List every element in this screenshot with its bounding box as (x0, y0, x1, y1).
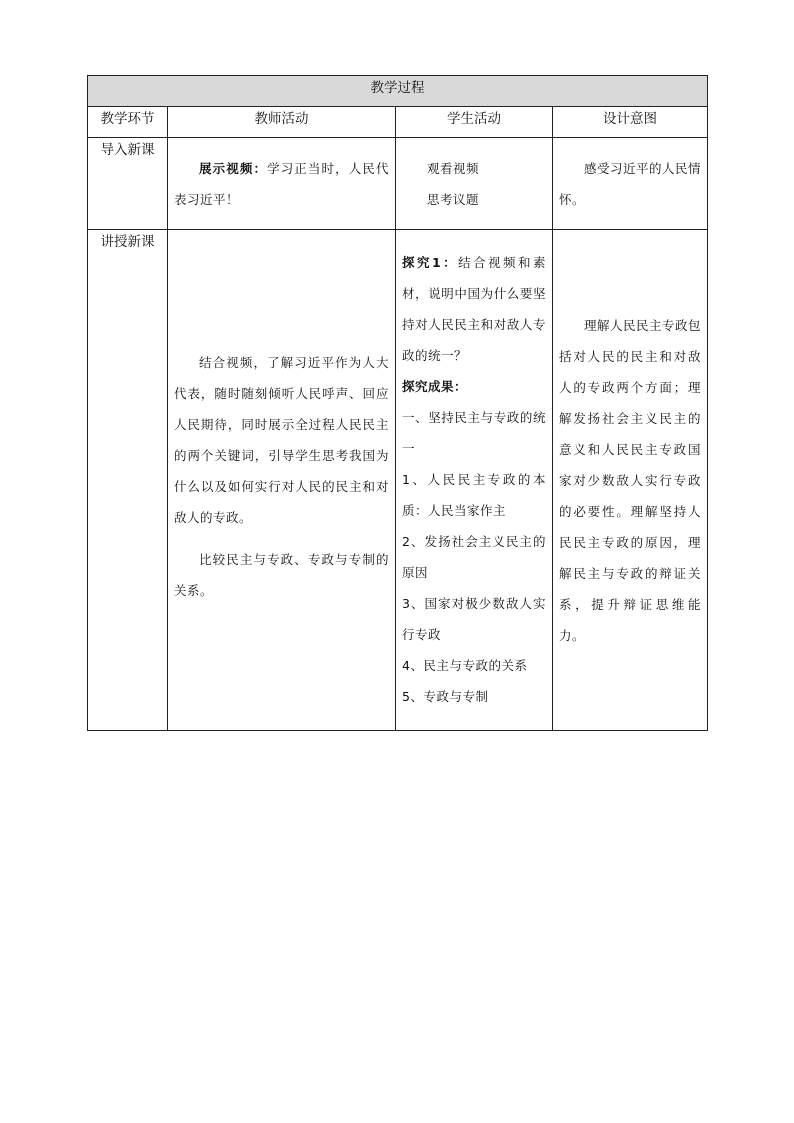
header-teacher-activity: 教师活动 (168, 107, 396, 138)
stage-intro: 导入新课 (88, 138, 168, 230)
student-intro-line: 思考议题 (427, 192, 480, 207)
inquiry-result-item: 4、民主与专政的关系 (402, 658, 528, 673)
teacher-main-paragraph-1: 结合视频，了解习近平作为人大代表，随时随刻倾听人民呼声、回应人民期待，同时展示全过程人民民主的两个关键词，引导学生思考我国为什么以及如何实行对人民的民主和对敌人的专政。 (174, 355, 389, 525)
stage-new-lesson: 讲授新课 (88, 230, 168, 731)
inquiry-label: 探究1： (402, 255, 459, 270)
student-activity-main (396, 230, 553, 731)
inquiry-result-item: 一、坚持民主与专政的统一 (402, 410, 546, 456)
table-title: 教学过程 (88, 76, 708, 107)
inquiry-result-item: 5、专政与专制 (402, 689, 489, 704)
header-stage: 教学环节 (88, 107, 168, 138)
inquiry-question: 结合视频和素材，说明中国为什么要坚持对人民民主和对敌人专政的统一？ (402, 255, 546, 363)
design-intent-intro (553, 138, 708, 230)
teacher-main-paragraph-2: 比较民主与专政、专政与专制的关系。 (174, 552, 389, 598)
inquiry-result-item: 2、发扬社会主义民主的原因 (402, 534, 546, 580)
inquiry-result-label: 探究成果： (402, 379, 468, 394)
header-student-activity: 学生活动 (396, 107, 553, 138)
student-intro-line: 观看视频 (427, 161, 480, 176)
design-intent-main (553, 230, 708, 731)
teacher-activity-intro (168, 138, 396, 230)
inquiry-result-item: 3、国家对极少数敌人实行专政 (402, 596, 546, 642)
teaching-process-table (87, 75, 708, 731)
design-intro-text: 感受习近平的人民情怀。 (559, 161, 702, 207)
student-activity-intro (396, 138, 553, 230)
table-row (88, 230, 708, 731)
teacher-intro-text: 学习正当时，人民代表习近平！ (174, 161, 389, 207)
inquiry-result-item: 1、人民民主专政的本质：人民当家作主 (402, 472, 546, 518)
table-row (88, 138, 708, 230)
teacher-activity-main (168, 230, 396, 731)
header-design-intent: 设计意图 (553, 107, 708, 138)
teacher-intro-label: 展示视频： (199, 161, 268, 176)
design-main-text: 理解人民民主专政包括对人民的民主和对敌人的专政两个方面；理解发扬社会主义民主的意义和人民民主专政国家对少数敌人实行专政的必要性。理解坚持人民民主专政的原因，理解民主与专政的辩证关系，提升辩证思维能力。 (559, 318, 702, 643)
